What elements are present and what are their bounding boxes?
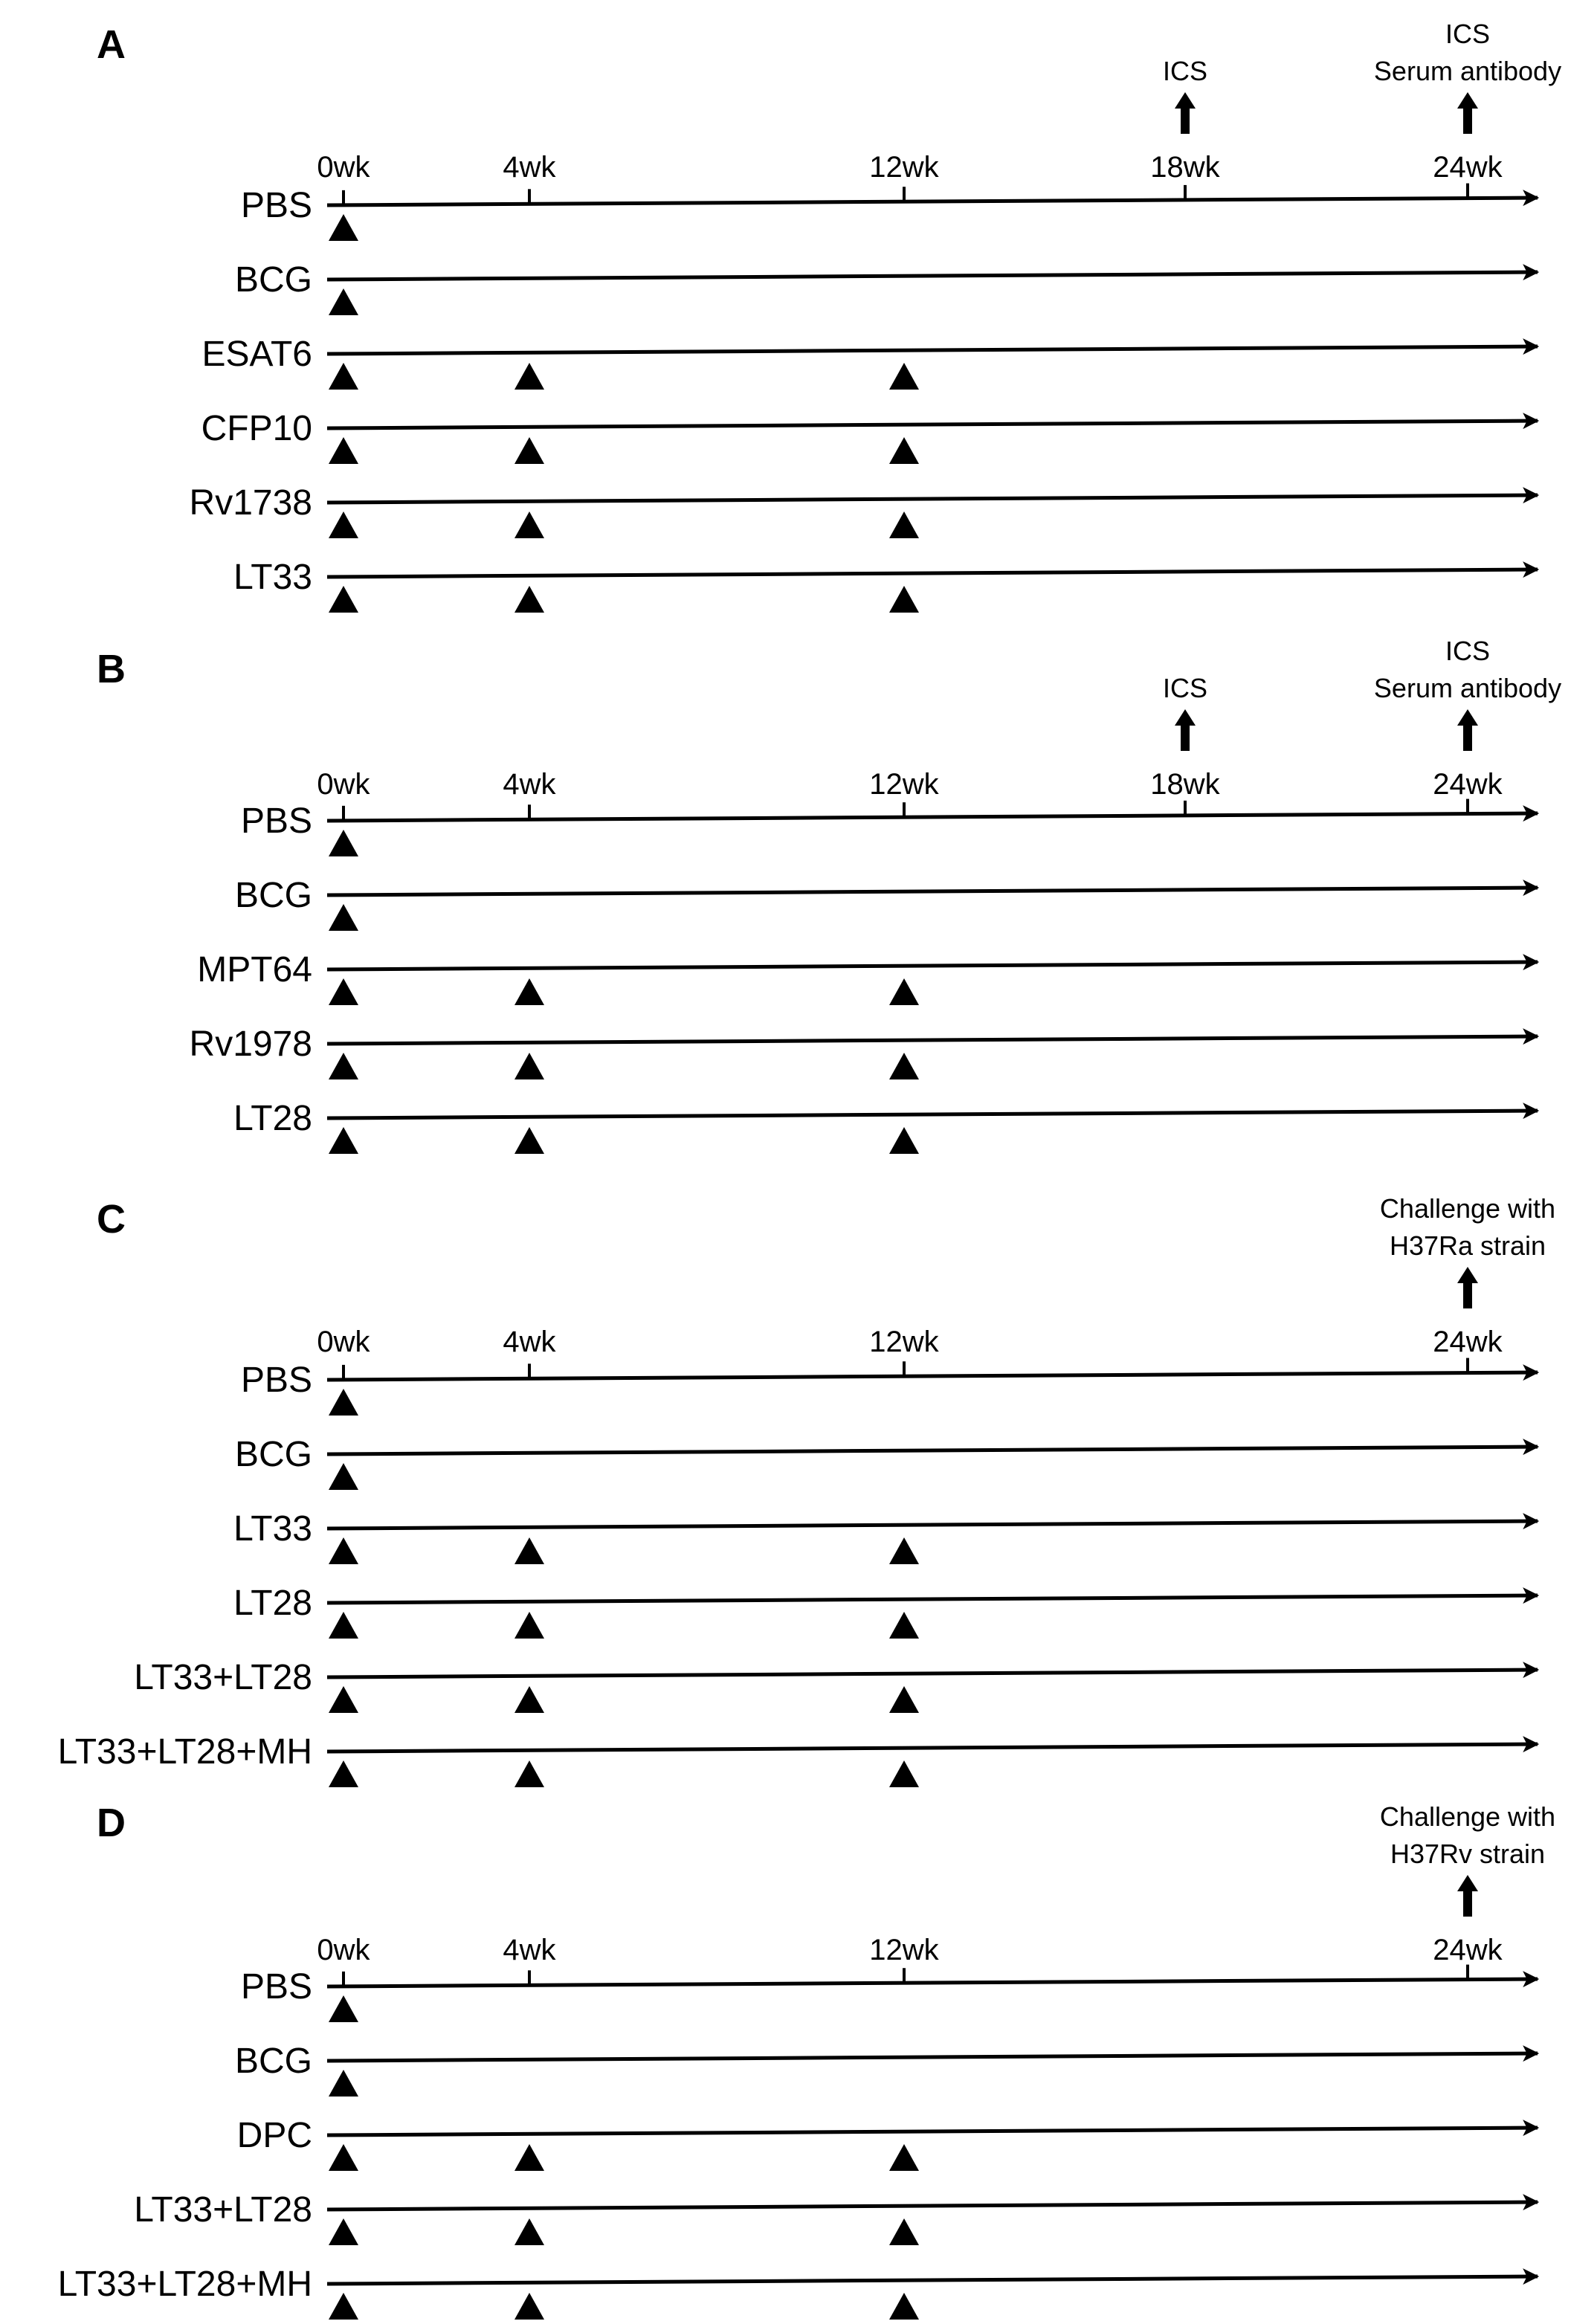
group-label: LT33 — [233, 558, 312, 597]
timeline-arrow — [327, 962, 1538, 969]
dose-triangle-icon — [889, 437, 919, 464]
group-row — [233, 1584, 1538, 1639]
group-row — [134, 1658, 1538, 1713]
dose-triangle-icon — [329, 1612, 358, 1639]
group-row — [237, 2116, 1538, 2171]
event-label: ICS — [1162, 56, 1208, 86]
dose-triangle-icon — [889, 1760, 919, 1787]
group-label: ESAT6 — [201, 335, 312, 374]
group-row — [235, 2041, 1538, 2097]
dose-triangle-icon — [514, 1127, 544, 1154]
group-label: LT33+LT28+MH — [57, 2265, 312, 2304]
dose-triangle-icon — [329, 1463, 358, 1490]
dose-triangle-icon — [889, 2293, 919, 2320]
panel-letter: C — [97, 1197, 126, 1242]
group-label: Rv1978 — [189, 1024, 312, 1064]
timeline-arrow — [327, 813, 1538, 821]
dose-triangle-icon — [889, 2144, 919, 2171]
group-label: LT33 — [233, 1509, 312, 1549]
dose-triangle-icon — [889, 1053, 919, 1079]
dose-triangle-icon — [329, 1686, 358, 1713]
group-label: PBS — [240, 801, 312, 841]
dose-triangle-icon — [329, 2070, 358, 2097]
dose-triangle-icon — [889, 1686, 919, 1713]
group-row — [233, 558, 1538, 613]
group-label: BCG — [234, 876, 312, 915]
timeline-arrow — [327, 569, 1538, 577]
event-label: Serum antibody — [1373, 56, 1562, 86]
week-label-12wk: 12wk — [869, 1934, 939, 1966]
group-label: DPC — [236, 2116, 312, 2155]
dose-triangle-icon — [514, 1053, 544, 1079]
group-label: MPT64 — [197, 950, 312, 990]
dose-triangle-icon — [514, 2218, 544, 2245]
dose-triangle-icon — [329, 1537, 358, 1564]
week-label-24wk: 24wk — [1433, 1326, 1503, 1358]
panel-c — [58, 1193, 1555, 1787]
dose-triangle-icon — [889, 511, 919, 538]
week-label-12wk: 12wk — [869, 151, 939, 184]
dose-triangle-icon — [514, 1612, 544, 1639]
dose-triangle-icon — [329, 830, 358, 856]
dose-triangle-icon — [889, 1537, 919, 1564]
dose-triangle-icon — [329, 586, 358, 613]
dose-triangle-icon — [514, 1760, 544, 1787]
event-arrow-icon — [1457, 1267, 1478, 1308]
dose-triangle-icon — [889, 363, 919, 390]
panel-d — [58, 1801, 1555, 2320]
week-label-24wk: 24wk — [1433, 1934, 1503, 1966]
group-row — [201, 409, 1538, 464]
timeline-arrow — [327, 1595, 1538, 1603]
dose-triangle-icon — [889, 586, 919, 613]
group-label: BCG — [234, 1435, 312, 1474]
group-row — [235, 260, 1538, 315]
event-label: H37Rv strain — [1390, 1839, 1546, 1869]
week-label-4wk: 4wk — [503, 1934, 556, 1966]
timeline-arrow — [327, 1111, 1538, 1118]
timeline-arrow — [327, 346, 1538, 354]
timeline-arrow — [327, 1372, 1538, 1380]
event-arrow-icon — [1457, 1875, 1478, 1917]
timeline-arrow — [327, 421, 1538, 428]
group-row — [134, 2190, 1538, 2245]
dose-triangle-icon — [329, 511, 358, 538]
event-label: ICS — [1162, 673, 1208, 703]
group-label: LT33+LT28 — [134, 1658, 312, 1697]
group-row — [241, 799, 1538, 856]
week-label-4wk: 4wk — [503, 151, 556, 184]
timeline-arrow — [327, 1670, 1538, 1677]
dose-triangle-icon — [514, 1537, 544, 1564]
event-label: Challenge with — [1379, 1193, 1556, 1224]
dose-triangle-icon — [514, 586, 544, 613]
dose-triangle-icon — [889, 1612, 919, 1639]
week-label-0wk: 0wk — [317, 1934, 370, 1966]
dose-triangle-icon — [514, 2293, 544, 2320]
timeline-arrow — [327, 888, 1538, 895]
group-row — [190, 483, 1538, 538]
group-row — [235, 1435, 1538, 1490]
event-label: Serum antibody — [1373, 673, 1562, 703]
dose-triangle-icon — [329, 1389, 358, 1416]
dose-triangle-icon — [329, 288, 358, 315]
event-arrow-icon — [1457, 709, 1478, 751]
timeline-arrow — [327, 1447, 1538, 1454]
timeline-arrow — [327, 1979, 1538, 1986]
group-row — [241, 1358, 1538, 1416]
panel-letter: B — [97, 647, 126, 691]
event-label: H37Ra strain — [1389, 1230, 1546, 1261]
week-label-12wk: 12wk — [869, 1326, 939, 1358]
week-label-4wk: 4wk — [503, 768, 556, 801]
dose-triangle-icon — [329, 2293, 358, 2320]
week-label-24wk: 24wk — [1433, 151, 1503, 184]
timeline-arrow — [327, 1744, 1538, 1752]
group-label: LT28 — [233, 1584, 312, 1623]
dose-triangle-icon — [329, 214, 358, 241]
panel-b — [97, 636, 1561, 1154]
dose-triangle-icon — [889, 1127, 919, 1154]
dose-triangle-icon — [514, 2144, 544, 2171]
dose-triangle-icon — [329, 363, 358, 390]
dose-triangle-icon — [329, 2218, 358, 2245]
group-label: PBS — [240, 1967, 312, 2007]
group-label: PBS — [240, 186, 312, 225]
group-label: LT33+LT28+MH — [57, 1732, 312, 1772]
dose-triangle-icon — [329, 437, 358, 464]
dose-triangle-icon — [329, 1053, 358, 1079]
dose-triangle-icon — [329, 1995, 358, 2022]
timeline-arrow — [327, 198, 1538, 205]
dose-triangle-icon — [514, 363, 544, 390]
dose-triangle-icon — [329, 2144, 358, 2171]
dose-triangle-icon — [514, 437, 544, 464]
group-label: BCG — [234, 260, 312, 300]
week-label-0wk: 0wk — [317, 151, 370, 184]
week-label-0wk: 0wk — [317, 1326, 370, 1358]
timeline-arrow — [327, 2202, 1538, 2210]
event-label: ICS — [1445, 636, 1491, 666]
dose-triangle-icon — [329, 1760, 358, 1787]
dose-triangle-icon — [514, 1686, 544, 1713]
event-label: Challenge with — [1379, 1801, 1556, 1832]
group-label: PBS — [240, 1360, 312, 1400]
group-label: Rv1738 — [189, 483, 312, 523]
dose-triangle-icon — [889, 978, 919, 1005]
week-label-0wk: 0wk — [317, 768, 370, 801]
event-arrow-icon — [1175, 709, 1196, 751]
group-label: CFP10 — [201, 409, 312, 448]
group-row — [58, 2265, 1538, 2320]
group-row — [197, 950, 1538, 1005]
group-label: LT33+LT28 — [134, 2190, 312, 2230]
panel-a — [97, 19, 1561, 613]
group-row — [235, 876, 1538, 931]
event-arrow-icon — [1457, 92, 1478, 134]
group-row — [58, 1732, 1538, 1787]
event-arrow-icon — [1175, 92, 1196, 134]
dose-triangle-icon — [514, 978, 544, 1005]
timeline-arrow — [327, 1521, 1538, 1529]
group-row — [202, 335, 1538, 390]
week-label-18wk: 18wk — [1150, 768, 1220, 801]
timeline-arrow — [327, 2276, 1538, 2284]
panel-letter: A — [97, 22, 126, 67]
dose-triangle-icon — [329, 1127, 358, 1154]
timeline-arrow — [327, 495, 1538, 503]
panel-letter: D — [97, 1801, 126, 1845]
timeline-arrow — [327, 1036, 1538, 1044]
week-label-4wk: 4wk — [503, 1326, 556, 1358]
dose-triangle-icon — [329, 978, 358, 1005]
week-label-24wk: 24wk — [1433, 768, 1503, 801]
timeline-arrow — [327, 272, 1538, 280]
week-label-18wk: 18wk — [1150, 151, 1220, 184]
group-row — [241, 1965, 1538, 2022]
dose-triangle-icon — [514, 511, 544, 538]
group-row — [190, 1024, 1538, 1079]
group-row — [233, 1099, 1538, 1154]
week-label-12wk: 12wk — [869, 768, 939, 801]
group-row — [233, 1509, 1538, 1564]
group-label: LT28 — [233, 1099, 312, 1138]
dose-triangle-icon — [329, 904, 358, 931]
group-label: BCG — [234, 2041, 312, 2081]
group-row — [241, 184, 1538, 241]
timeline-arrow — [327, 2128, 1538, 2135]
event-label: ICS — [1445, 19, 1491, 49]
timeline-arrow — [327, 2053, 1538, 2061]
dose-triangle-icon — [889, 2218, 919, 2245]
